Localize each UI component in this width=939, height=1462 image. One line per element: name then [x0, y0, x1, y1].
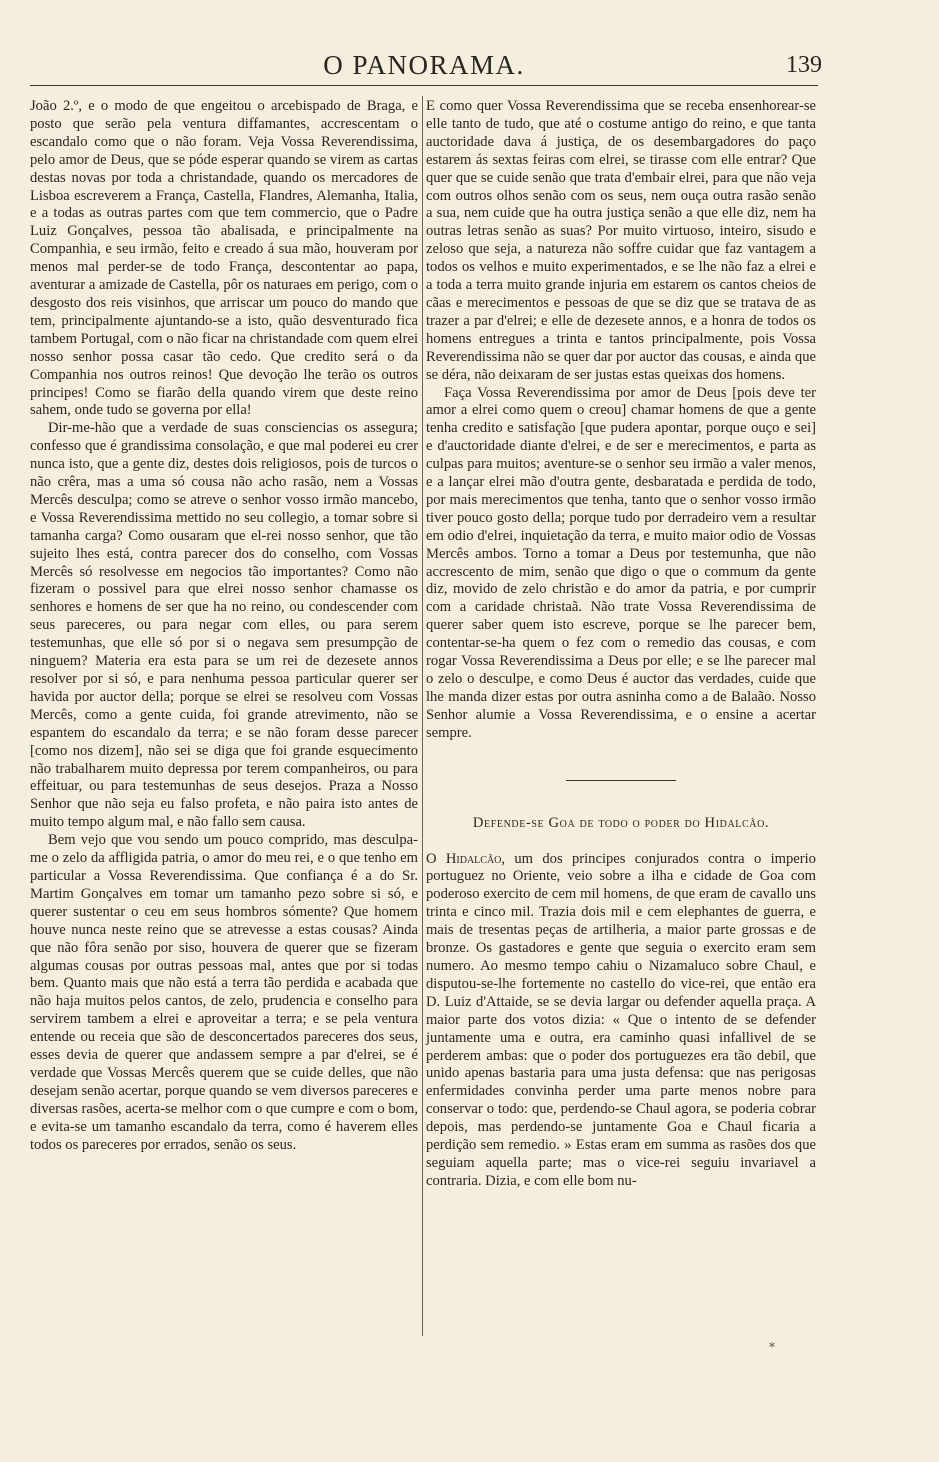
left-column — [30, 98, 418, 1154]
footer-mark: * — [769, 1340, 775, 1354]
column-divider — [422, 96, 423, 1336]
journal-title: O PANORAMA. — [323, 50, 525, 80]
paragraph: Dir-me-hão que a verdade de suas consciencias os assegura; confesso que é grandissima consolação, e que mal poderei eu crer nunca isto, que a gente diz, destes dois religiosos, pois de turcos o não crêra, mas a uma só cousa não acho rasão, nem a Vossas Mercês desculpa; como se atreve o senhor vosso irmão mancebo, e Vossa Reverendissima mettido no seu collegio, a tomar sobre si tamanha carga? Como ousaram que el-rei nosso senhor, que tão sujeito lhes está, contra parecer dos do conselho, com Vossas Mercês só resolvesse em negocios tão importantes? Como não fizeram o possivel para que elrei nosso senhor chamasse os senhores e homens de ser que ha no reino, ou condescender com seus pareceres, ou para negar com elles, ou para serem testemunhas, que elle só por si o negava sem presumpção de ninguem? Materia era esta para se um rei de dezesete annos resolver por si só, e para nenhuma pessoa particular querer ser havida por auctor della; porque se elrei se resolveu com Vossas Mercês, como a gente cuida, foi grande atrevimento, não se espantem do escandalo da terra; e se não foram desse parecer [como nos dizem], não sei se diga que foi grande esquecimento não trabalharem muito depressa por terem companheiros, ou para effeituar, ou para testemunhas de seus desejos. Praza a Nosso Senhor que não seja eu falso profeta, e não paira isto antes de muito tempo algum mal, e não fallo sem causa. — [30, 420, 418, 831]
right-column — [426, 98, 816, 1191]
section-paragraph-text: , um dos principes conjurados contra o imperio portuguez no Oriente, veio sobre a ilha e cidade de Goa com poderoso exercito de cem mil homens, de que eram de cavallo uns trinta e cinco mil. Trazia dois mil e cem elephantes de guerra, e mais de tresentas peças de artilheria, a maior parte grossas e de bronze. Os gastadores e gente que seguia o exercito eram sem numero. Ao mesmo tempo cahiu o Nizamaluco sobre Chaul, e disputou-se-lhe fortemente no castello do vice-rei, que então era D. Luiz d'Attaide, se se devia largar ou defender aquella praça. A maior parte dos votos dizia: « Que o intento de se defender juntamente uma e outra, era caminho quasi infallivel de se perderem ambas: que o poder dos portuguezes era tão debil, que unido apenas bastaria para uma justa defensa: que nas perigosas enfermidades convinha perder uma parte menos nobre para conservar o todo: que, perdendo-se Chaul agora, se poderia cobrar depois, mas perdendo-se juntamente Goa e Chaul ficaria a perdição sem remedio. » Estas eram em summa as rasões dos que seguiam aquella parte; mas o vice-rei seguiu invariavel a contraria. Dizia, e com elle bom nu- — [426, 850, 816, 1189]
section-lead: O Hidalcão — [426, 850, 502, 867]
paragraph — [426, 851, 816, 1191]
page-header — [30, 48, 822, 82]
page-number: 139 — [786, 52, 822, 78]
section-separator — [566, 780, 676, 781]
paragraph: Bem vejo que vou sendo um pouco comprido, mas desculpa-me o zelo da affligida patria, o amor do meu rei, e o que tenho em particular a Vossa Reverendissima. Que confiança é a do Sr. Martim Gonçalves em tomar um tamanho pezo sobre si só, e querer sustentar o ceu em seus hombros sómente? Que homem houve nunca neste reino que se atrevesse a estas cousas? Ainda que não fôra senão por siso, houvera de querer que se fizeram algumas cousas por outras pessoas mal, antes que por si todas bem. Quanto mais que não está a terra tão perdida e acabada que não haja muitos pelos cantos, de zelo, prudencia e conselho para servirem tambem a elrei e aproveitar a terra; e se pela ventura entende ou receia que são de desconcertados pareceres dos seus, esses devia de querer que andassem sempre a par d'elrei, se é verdade que Vossas Mercês querem que se cuide delles, que não desejam senão acertar, porque quando se vem diversos pareceres e diversas rasões, acerta-se melhor com o que cumpre e com o bom, e evita-se um tamanho escandalo da terra, como é haverem elles todos os pareceres por errados, senão os seus. — [30, 832, 418, 1153]
header-rule — [30, 85, 818, 86]
paragraph: E como quer Vossa Reverendissima que se receba ensenhorear-se elle tanto de tudo, que até o costume antigo do reino, e que tanta auctoridade dava á justiça, de os desembargadores do paço estarem ás sextas feiras com elrei, se tirasse com elle entrar? Que quer que se cuide senão que trata d'embair elrei, para que não veja com outros olhos senão com os seus, nem ouça outra rasão senão a sua, nem cuide que ha outra justiça senão a que elle diz, nem ha outras letras senão as suas? Por muito virtuoso, inteiro, sisudo e zeloso que seja, a natureza não soffre cuidar que faz vantagem a todos os velhos e muito experimentados, e se lhe não faz a elrei e a toda a terra muito grande injuria em estarem os cantos cheios de cãas e merecimentos e pessoas de que se diz que se tratava de as trazer a par d'elrei; e elle de dezesete annos, e a honra de todos os homens entregues a trinta e tantos principalmente, pois Vossa Reverendissima não se quer dar por auctor das cousas, e ainda que se déra, não deixaram de ser justas estas queixas dos homens. — [426, 98, 816, 383]
paragraph: João 2.º, e o modo de que engeitou o arcebispado de Braga, e posto que serão pela ventura diffamantes, accrescentam o escandalo como que o não foram. Veja Vossa Reverendissima, pelo amor de Deus, que se póde esperar quando se virem as cartas destas novas por toda a christandade, quando os mercadores de Lisboa escreverem a França, Castella, Flandres, Alemanha, Italia, e a todas as outras partes com que tem commercio, que o Padre Luiz Gonçalves, pessoa tão abalisada, e principalmente na Companhia, e seu irmão, feito e creado á sua mão, houveram por menos mal perder-se de todo França, descontentar ao papa, aventurar a amizade de Castella, pôr os naturaes em perigo, com o desgosto dos reis visinhos, que arriscar um pouco do mando que tem, principalmente ajuntando-se a isto, quão desventurado fica tambem Portugal, com o não ficar na christandade com quem elrei nosso senhor possa casar tão cedo. Que credito será o da Companhia nos outros reinos! Que devoção lhe terão os outros principes! Como se fiarão della quando virem que deste reino sahem, onde tudo se governa por ella! — [30, 98, 418, 419]
paragraph: Faça Vossa Reverendissima por amor de Deus [pois deve ter amor a elrei como quem o creou] chamar homens de que a gente tenha credito e satisfação [que pudera apontar, porque ouço e sei] e d'auctoridade diante d'elrei, e de ser e merecimentos, e parta as culpas para muitos; aventure-se o senhor seu irmão a valer menos, e a lançar elrei mão d'outra gente, desbaratada e perdida de todo, por mais merecimentos que tenha, tanto que o senhor vosso irmão tiver pouco gosto della; porque tudo por derradeiro vem a resultar em odio d'elrei, inquietação da terra, e muito maior odio de Vossas Mercês ambos. Torno a tomar a Deus por testemunha, que não accrescento de mim, senão que digo o que o commum da gente diz, movido de zelo christão e do amor da patria, e por cumprir com a caridade christaã. Não trate Vossa Reverendissima de querer saber quem isto escreve, porque se lhe parecer bem, contentar-se-ha quem o fez com o remedio das cousas, e com rogar Vossa Reverendissima a Deus por elle; e se lhe parecer mal o zelo o desculpe, e como Deus é auctor das verdades, cuide que lhe manda dizer estas por outra asninha como a de Balaão. Nosso Senhor alumie a Vossa Reverendissima, e o ensine a acertar sempre. — [426, 384, 816, 741]
section-title: Defende-se Goa de todo o poder do Hidalcão. — [472, 814, 770, 831]
